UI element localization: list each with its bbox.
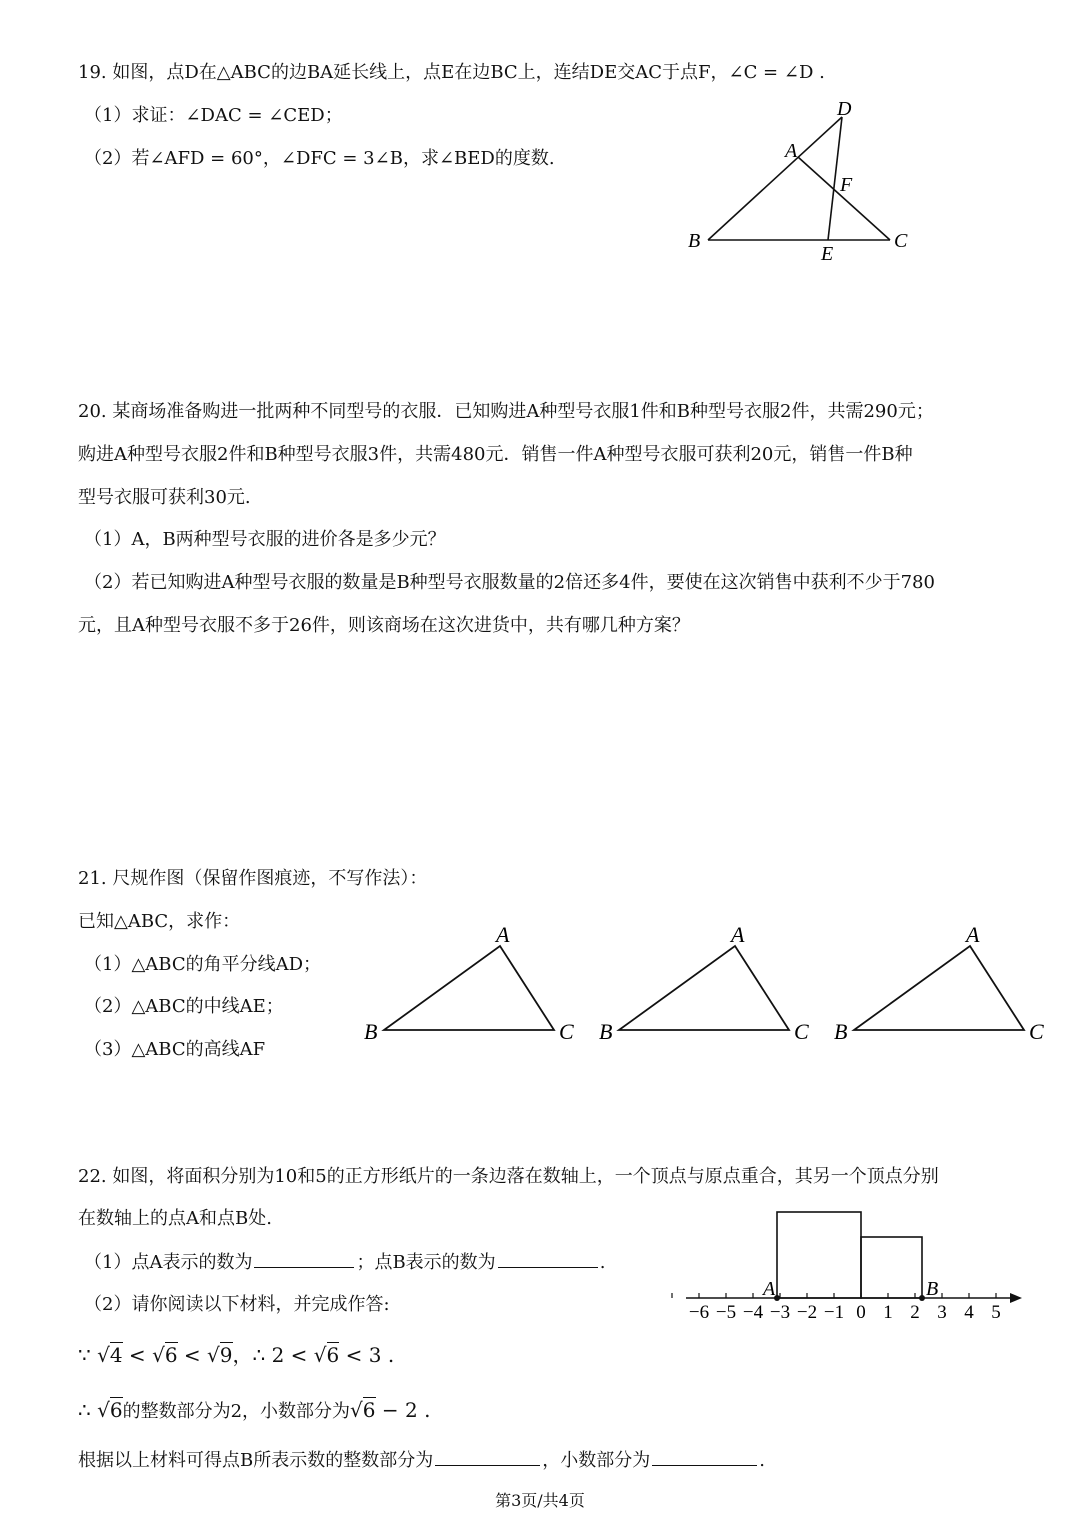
q21-t1-label-b: B	[364, 1019, 378, 1044]
q19-label-b: B	[688, 230, 701, 252]
q22-final-a: 根据以上材料可得点B所表示数的整数部分为	[78, 1450, 434, 1471]
q19-label-c: C	[894, 230, 908, 252]
q22-final	[78, 1447, 765, 1474]
sqrt-icon: √	[313, 1343, 327, 1367]
q21-t2-label-c: C	[794, 1019, 809, 1044]
q21-triangle-3	[830, 920, 1060, 1050]
q22-part1	[84, 1249, 605, 1276]
sqrt-icon: √	[97, 1398, 110, 1422]
sqrt-icon: √	[350, 1398, 363, 1422]
q22-final-end: .	[759, 1450, 765, 1471]
radicand-9: 9	[219, 1343, 233, 1367]
q22-number-line-figure	[680, 1205, 1030, 1325]
square-area-10	[777, 1212, 861, 1298]
q21-given: 已知△ABC，求作：	[78, 911, 241, 932]
point-a-label: A	[763, 1278, 776, 1300]
material2-mid: 的整数部分为2，小数部分为	[122, 1401, 351, 1422]
axis-arrow-icon	[1010, 1293, 1022, 1303]
sqrt-icon: √	[152, 1343, 165, 1367]
radicand-6b: 6	[326, 1343, 340, 1367]
q19-figure	[680, 95, 920, 265]
q21-triangle-1	[360, 920, 590, 1050]
less-than-1: <	[122, 1343, 153, 1367]
point-b	[919, 1295, 925, 1301]
q20-part2-line2: 元，且A种型号衣服不多于26件，则该商场在这次进货中，共有哪几种方案？	[78, 615, 690, 636]
q22-answer-blank-d[interactable]	[652, 1447, 757, 1466]
material2-end: − 2 .	[375, 1398, 431, 1422]
q21-t3-label-b: B	[834, 1019, 848, 1044]
q21-t2-label-a: A	[731, 922, 745, 947]
axis-tick-label: 4	[964, 1302, 974, 1323]
axis-tick-label: 5	[991, 1302, 1001, 1323]
axis-tick-label: −2	[796, 1302, 818, 1323]
axis-tick-label: 2	[910, 1302, 920, 1323]
q21-t3-label-a: A	[966, 922, 980, 947]
q22-final-b: ，小数部分为	[542, 1450, 651, 1471]
q21-stem: 21. 尺规作图（保留作图痕迹，不写作法）：	[78, 868, 428, 889]
q22-stem-line2: 在数轴上的点A和点B处.	[78, 1208, 272, 1229]
q19-label-d: D	[837, 98, 852, 120]
q19-label-a: A	[785, 140, 798, 162]
axis-tick-label: −3	[769, 1302, 791, 1323]
q22-part1-b: ；点B表示的数为	[356, 1252, 496, 1273]
sqrt-icon: √	[207, 1343, 220, 1367]
page-footer: 第3页/共4页	[495, 1491, 585, 1510]
q22-material-2	[78, 1397, 430, 1425]
axis-tick-label: −5	[715, 1302, 737, 1323]
q20-line3: 型号衣服可获利30元.	[78, 487, 251, 508]
axis-tick-label: 1	[883, 1302, 893, 1323]
q21-part2: （2）△ABC的中线AE；	[84, 996, 284, 1017]
axis-tick-label: −6	[688, 1302, 710, 1323]
because-symbol: ∵	[78, 1343, 91, 1367]
q21-t1-label-c: C	[559, 1019, 574, 1044]
q22-answer-blank-c[interactable]	[435, 1447, 540, 1466]
therefore-text: ，∴ 2 <	[232, 1343, 314, 1367]
q19-label-e: E	[821, 243, 834, 265]
material1-end: < 3 .	[339, 1343, 395, 1367]
q20-part1: （1）A，B两种型号衣服的进价各是多少元？	[84, 529, 446, 550]
q22-part2: （2）请你阅读以下材料，并完成作答:	[84, 1294, 390, 1315]
q19-label-f: F	[840, 174, 853, 196]
q22-part1-a: （1）点A表示的数为	[84, 1252, 253, 1273]
q20-part2-line1: （2）若已知购进A种型号衣服的数量是B种型号衣服数量的2倍还多4件，要使在这次销售中获利不少于780	[84, 572, 935, 593]
q19-part2: （2）若∠AFD = 60°，∠DFC = 3∠B，求∠BED的度数.	[84, 148, 555, 169]
therefore-symbol: ∴	[78, 1398, 91, 1422]
radicand-6: 6	[164, 1343, 178, 1367]
q21-t3-label-c: C	[1029, 1019, 1044, 1044]
q20-line2: 购进A种型号衣服2件和B种型号衣服3件，共需480元．销售一件A种型号衣服可获利20元，销售一件B种	[78, 444, 913, 465]
q21-triangle-2	[595, 920, 825, 1050]
q22-material-1	[78, 1342, 394, 1368]
q22-part1-end: .	[599, 1252, 606, 1273]
axis-tick-label: 0	[856, 1302, 866, 1323]
axis-tick-label: −1	[823, 1302, 845, 1323]
less-than-2: <	[177, 1343, 208, 1367]
radicand-6d: 6	[362, 1398, 376, 1422]
q20-line1: 20. 某商场准备购进一批两种不同型号的衣服．已知购进A种型号衣服1件和B种型号衣服2件，共需290元；	[78, 401, 934, 422]
square-area-5	[861, 1237, 922, 1298]
axis-tick-label: −4	[742, 1302, 764, 1323]
q21-part3: （3）△ABC的高线AF	[84, 1039, 266, 1060]
q19-stem: 19. 如图，点D在△ABC的边BA延长线上，点E在边BC上，连结DE交AC于点F，∠C = ∠D .	[78, 62, 825, 83]
q21-t2-label-b: B	[599, 1019, 613, 1044]
axis-tick-label: 3	[937, 1302, 947, 1323]
radicand-4: 4	[109, 1343, 123, 1367]
q21-part1: （1）△ABC的角平分线AD；	[84, 954, 322, 975]
q22-stem-line1: 22. 如图，将面积分别为10和5的正方形纸片的一条边落在数轴上，一个顶点与原点重合，其另一个顶点分别	[78, 1166, 939, 1187]
q22-answer-blank-a[interactable]	[254, 1249, 354, 1268]
radicand-6c: 6	[109, 1398, 123, 1422]
q21-t1-label-a: A	[496, 922, 510, 947]
q19-part1: （1）求证：∠DAC = ∠CED；	[84, 105, 343, 126]
point-b-label: B	[926, 1278, 939, 1300]
q22-answer-blank-b[interactable]	[498, 1249, 598, 1268]
q19-side-ac	[798, 157, 890, 240]
sqrt-icon: √	[97, 1343, 110, 1367]
